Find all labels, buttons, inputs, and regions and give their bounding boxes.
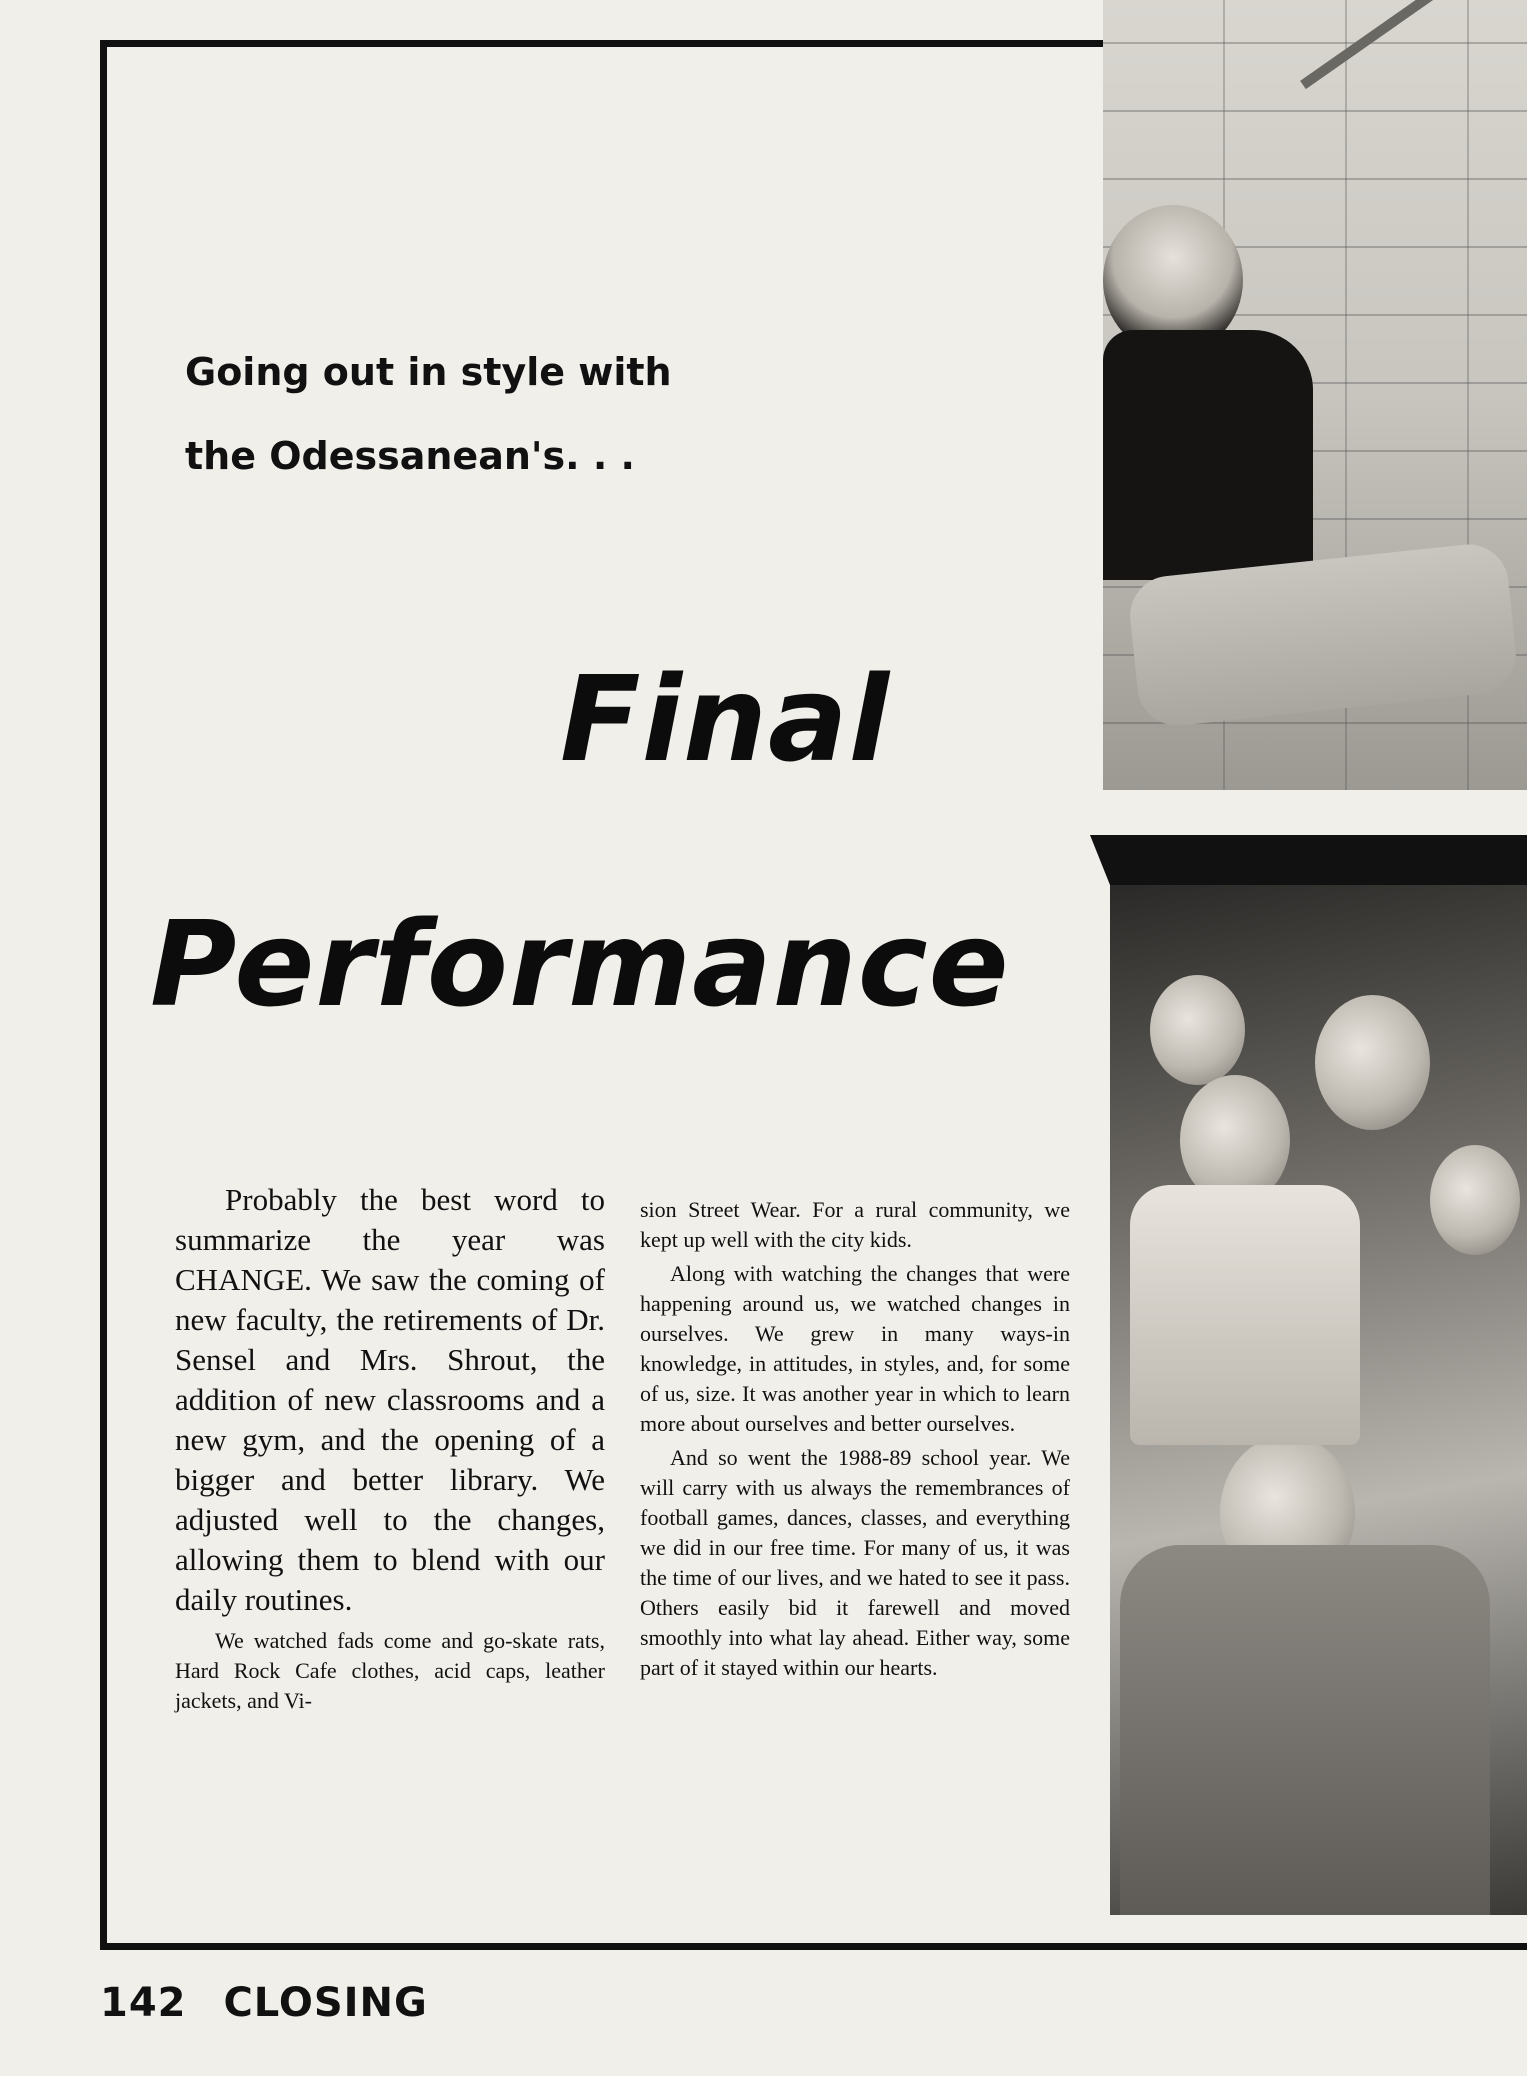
paragraph-fads-start: We watched fads come and go-skate rats, Hard Rock Cafe clothes, acid caps, leather jackets, and Vi- <box>175 1628 605 1713</box>
article-column-left <box>175 1180 605 1716</box>
title-word-performance: Performance <box>150 895 1010 1033</box>
page-number: 142 <box>100 1980 187 2026</box>
subtitle-line-2: the Odessanean's. . . <box>185 434 635 478</box>
paragraph-changes: Along with watching the changes that were happening around us, we watched changes in ourselves. We grew in many ways-in knowledge, in attitudes, in styles, and, for some of us, size. It was another year in which to learn more about ourselves and better ourselves. <box>640 1261 1070 1436</box>
lead-paragraph: Probably the best word to summarize the year was CHANGE. We saw the coming of new faculty, the retirements of Dr. Sensel and Mrs. Shrout, the addition of new classrooms and a new gym, and the opening of a bigger and better library. We adjusted well to the changes, allowing them to blend with our daily routines. <box>175 1182 605 1617</box>
paragraph-school-year: And so went the 1988-89 school year. We will carry with us always the remembrances of football games, dances, classes, and everything we did in our free time. For many of us, it was the time of our lives, and we hated to see it pass. Others easily bid it farewell and moved smoothly into what lay ahead. Either way, some part of it stayed within our hearts. <box>640 1445 1070 1680</box>
photo-figure <box>1430 1145 1520 1255</box>
photo-divider-band <box>1110 835 1527 885</box>
photo-divider-wedge <box>1090 835 1110 885</box>
photo-figure <box>1150 975 1245 1085</box>
article-column-right <box>640 1195 1070 1687</box>
photo-group-of-boys <box>1110 885 1527 1915</box>
paragraph-fads-end: sion Street Wear. For a rural community, we kept up well with the city kids. <box>640 1197 1070 1252</box>
photo-students-on-stairs <box>1103 0 1527 790</box>
photo-figure-shirt <box>1130 1185 1360 1445</box>
section-name: CLOSING <box>223 1980 428 2026</box>
page-footer <box>100 1980 450 2026</box>
subtitle <box>185 330 825 498</box>
title-word-final: Final <box>560 650 891 788</box>
photo-figure <box>1315 995 1430 1130</box>
photo-figure-shirt <box>1120 1545 1490 1915</box>
photo-figure-sweater <box>1103 330 1313 580</box>
photo-stair-rail <box>1300 0 1527 89</box>
subtitle-line-1: Going out in style with <box>185 350 672 394</box>
